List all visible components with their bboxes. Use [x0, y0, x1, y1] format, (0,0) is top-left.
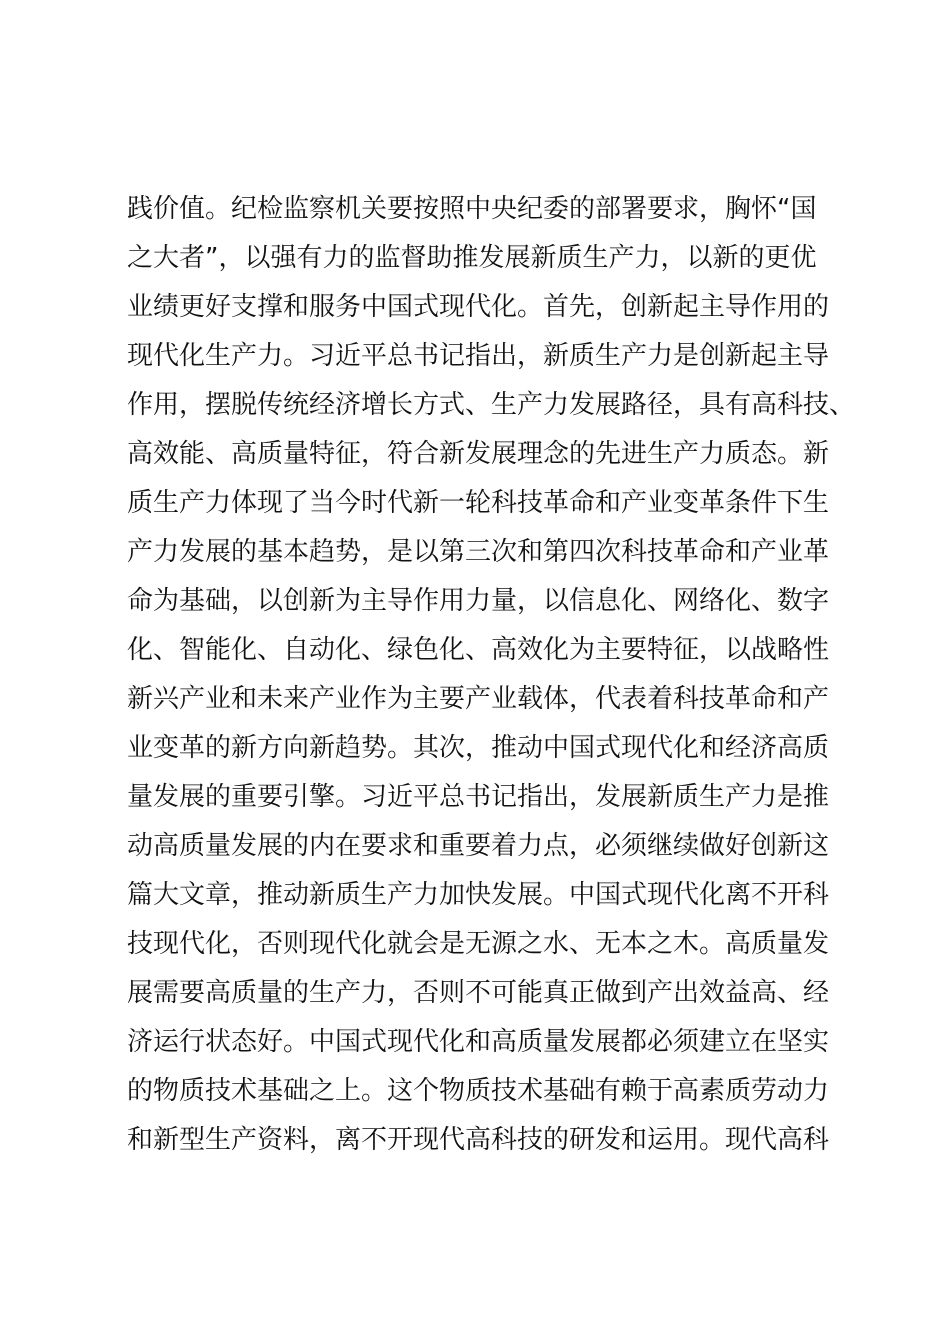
text-line-6: 高效能、高质量特征，符合新发展理念的先进生产力质态。新 [127, 439, 830, 469]
text-line-9: 命为基础，以创新为主导作用力量，以信息化、网络化、数字 [127, 586, 830, 616]
text-line-13: 量发展的重要引擎。习近平总书记指出，发展新质生产力是推 [127, 782, 830, 812]
text-line-1: 践价值。纪检监察机关要按照中央纪委的部署要求，胸怀“国 [127, 194, 817, 224]
text-line-4: 现代化生产力。习近平总书记指出，新质生产力是创新起主导 [127, 341, 830, 371]
text-line-17: 展需要高质量的生产力，否则不可能真正做到产出效益高、经 [127, 978, 830, 1008]
body-paragraph [127, 185, 856, 1165]
text-line-12: 业变革的新方向新趋势。其次，推动中国式现代化和经济高质 [127, 733, 830, 763]
text-line-19: 的物质技术基础之上。这个物质技术基础有赖于高素质劳动力 [127, 1076, 830, 1106]
text-line-2: 之大者”，以强有力的监督助推发展新质生产力，以新的更优 [127, 243, 817, 273]
text-line-10: 化、智能化、自动化、绿色化、高效化为主要特征，以战略性 [127, 635, 830, 665]
text-line-16: 技现代化，否则现代化就会是无源之水、无本之木。高质量发 [127, 929, 830, 959]
text-line-14: 动高质量发展的内在要求和重要着力点，必须继续做好创新这 [127, 831, 830, 861]
text-line-8: 产力发展的基本趋势，是以第三次和第四次科技革命和产业革 [127, 537, 830, 567]
text-line-11: 新兴产业和未来产业作为主要产业载体，代表着科技革命和产 [127, 684, 830, 714]
text-line-7: 质生产力体现了当今时代新一轮科技革命和产业变革条件下生 [127, 488, 830, 518]
text-line-3: 业绩更好支撑和服务中国式现代化。首先，创新起主导作用的 [127, 292, 830, 322]
text-line-15: 篇大文章，推动新质生产力加快发展。中国式现代化离不开科 [127, 880, 830, 910]
text-line-20: 和新型生产资料，离不开现代高科技的研发和运用。现代高科 [127, 1125, 830, 1155]
text-line-5: 作用，摆脱传统经济增长方式、生产力发展路径，具有高科技、 [127, 390, 856, 420]
text-line-18: 济运行状态好。中国式现代化和高质量发展都必须建立在坚实 [127, 1027, 830, 1057]
